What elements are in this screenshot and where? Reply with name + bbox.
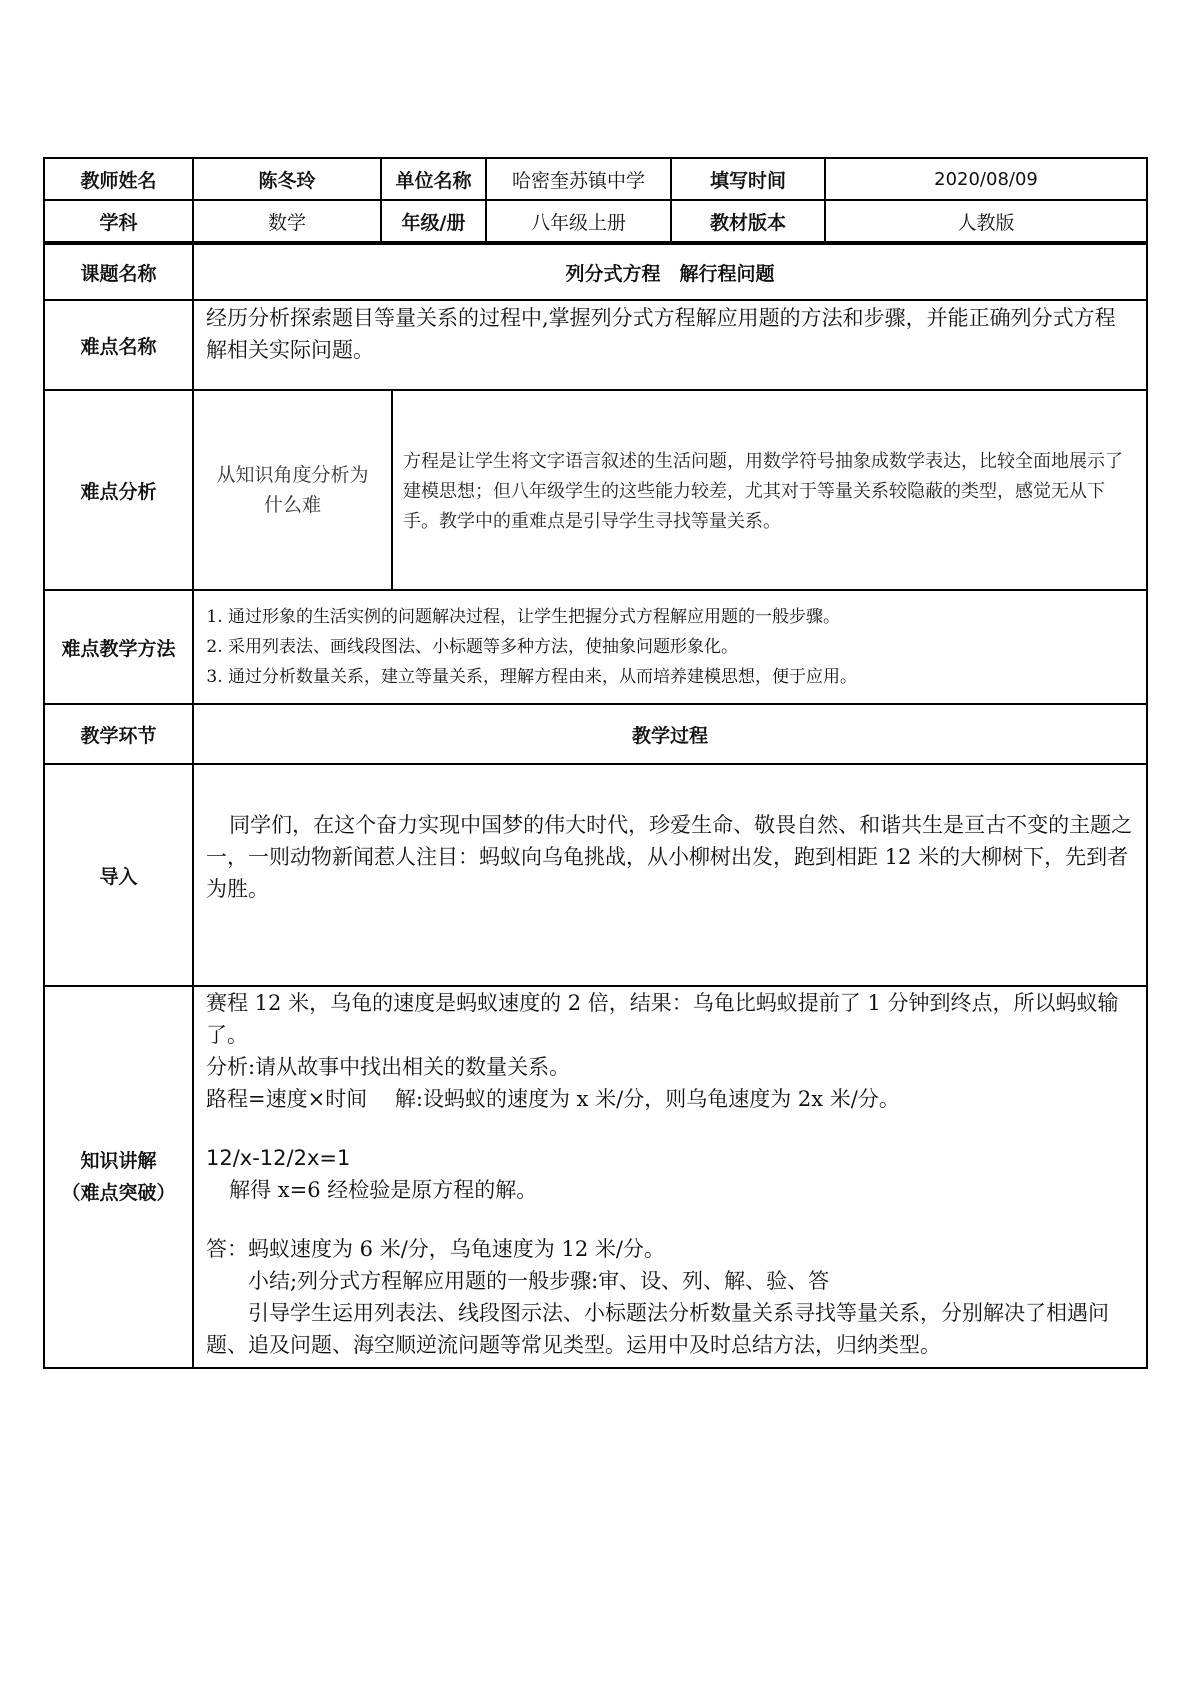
process-header-row <box>45 705 1146 765</box>
knowledge-setup: 路程=速度×时间 解:设蚂蚁的速度为 x 米/分，则乌龟速度为 2x 米/分。 <box>206 1087 900 1111</box>
topic-label: 课题名称 <box>45 245 194 299</box>
analysis-row <box>45 391 1146 591</box>
header-row-1 <box>45 159 1146 201</box>
header-row-2 <box>45 201 1146 243</box>
analysis-label: 难点分析 <box>45 391 194 589</box>
intro-text: 同学们，在这个奋力实现中国梦的伟大时代，珍爱生命、敬畏自然、和谐共生是亘古不变的主题之一，一则动物新闻惹人注目：蚂蚁向乌龟挑战，从小柳树出发，跑到相距 12 米的大柳树下，先到者为胜。 <box>206 813 1133 901</box>
knowledge-analysis: 分析:请从故事中找出相关的数量关系。 <box>206 1055 571 1079</box>
knowledge-summary: 小结;列分式方程解应用题的一般步骤:审、设、列、解、验、答 <box>248 1269 830 1293</box>
process-value: 教学过程 <box>631 724 708 747</box>
methods-list <box>194 591 1146 703</box>
grade-label: 年级/册 <box>382 201 487 241</box>
process-label: 教学环节 <box>45 705 194 763</box>
analysis-text: 方程是让学生将文字语言叙述的生活问题，用数学符号抽象成数学表达，比较全面地展示了建模思想；但八年级学生的这些能力较差，尤其对于等量关系较隐蔽的类型，感觉无从下手。教学中的重难点是引导学生寻找等量关系。 <box>403 451 1123 532</box>
knowledge-cell <box>194 987 1146 1367</box>
knowledge-label-line2: （难点突破） <box>61 1182 176 1204</box>
intro-cell <box>194 765 1146 985</box>
edition-label: 教材版本 <box>672 201 826 241</box>
topic-value: 列分式方程 解行程问题 <box>565 262 775 285</box>
date-value: 2020/08/09 <box>934 168 1038 190</box>
difficulty-label: 难点名称 <box>45 301 194 389</box>
intro-row <box>45 765 1146 987</box>
knowledge-label-line1: 知识讲解 <box>80 1150 157 1172</box>
analysis-sub-label: 从知识角度分析为什么难 <box>194 391 393 589</box>
knowledge-closing: 引导学生运用列表法、线段图示法、小标题法分析数量关系寻找等量关系，分别解决了相遇问题、追及问题、海空顺逆流问题等常见类型。运用中及时总结方法，归纳类型。 <box>206 1301 1109 1357</box>
intro-label: 导入 <box>45 765 194 985</box>
difficulty-text: 经历分析探索题目等量关系的过程中,掌握列分式方程解应用题的方法和步骤，并能正确列分式方程解相关实际问题。 <box>206 306 1116 362</box>
difficulty-row <box>45 301 1146 391</box>
topic-row <box>45 243 1146 301</box>
methods-row <box>45 591 1146 705</box>
subject-label: 学科 <box>45 201 194 241</box>
methods-label: 难点教学方法 <box>45 591 194 703</box>
edition-value: 人教版 <box>957 211 1015 234</box>
knowledge-answer: 答：蚂蚁速度为 6 米/分，乌龟速度为 12 米/分。 <box>206 1237 665 1261</box>
knowledge-equation: 12/x-12/2x=1 <box>206 1146 351 1170</box>
method-item: 3. 通过分析数量关系，建立等量关系，理解方程由来，从而培养建模思想，便于应用。 <box>228 662 857 692</box>
method-item: 2. 采用列表法、画线段图法、小标题等多种方法，使抽象问题形象化。 <box>228 632 857 662</box>
grade-value: 八年级上册 <box>487 201 672 241</box>
knowledge-label <box>45 987 194 1367</box>
unit-label: 单位名称 <box>382 159 487 199</box>
subject-value: 数学 <box>194 201 382 241</box>
method-item: 1. 通过形象的生活实例的问题解决过程，让学生把握分式方程解应用题的一般步骤。 <box>228 602 857 632</box>
teacher-value: 陈冬玲 <box>194 159 382 199</box>
date-label: 填写时间 <box>672 159 826 199</box>
knowledge-solution: 解得 x=6 经检验是原方程的解。 <box>229 1178 538 1202</box>
lesson-plan-table <box>43 157 1148 1369</box>
teacher-label: 教师姓名 <box>45 159 194 199</box>
unit-value: 哈密奎苏镇中学 <box>487 159 672 199</box>
knowledge-row <box>45 987 1146 1367</box>
knowledge-problem: 赛程 12 米，乌龟的速度是蚂蚁速度的 2 倍，结果：乌龟比蚂蚁提前了 1 分钟到终点，所以蚂蚁输了。 <box>206 991 1119 1047</box>
